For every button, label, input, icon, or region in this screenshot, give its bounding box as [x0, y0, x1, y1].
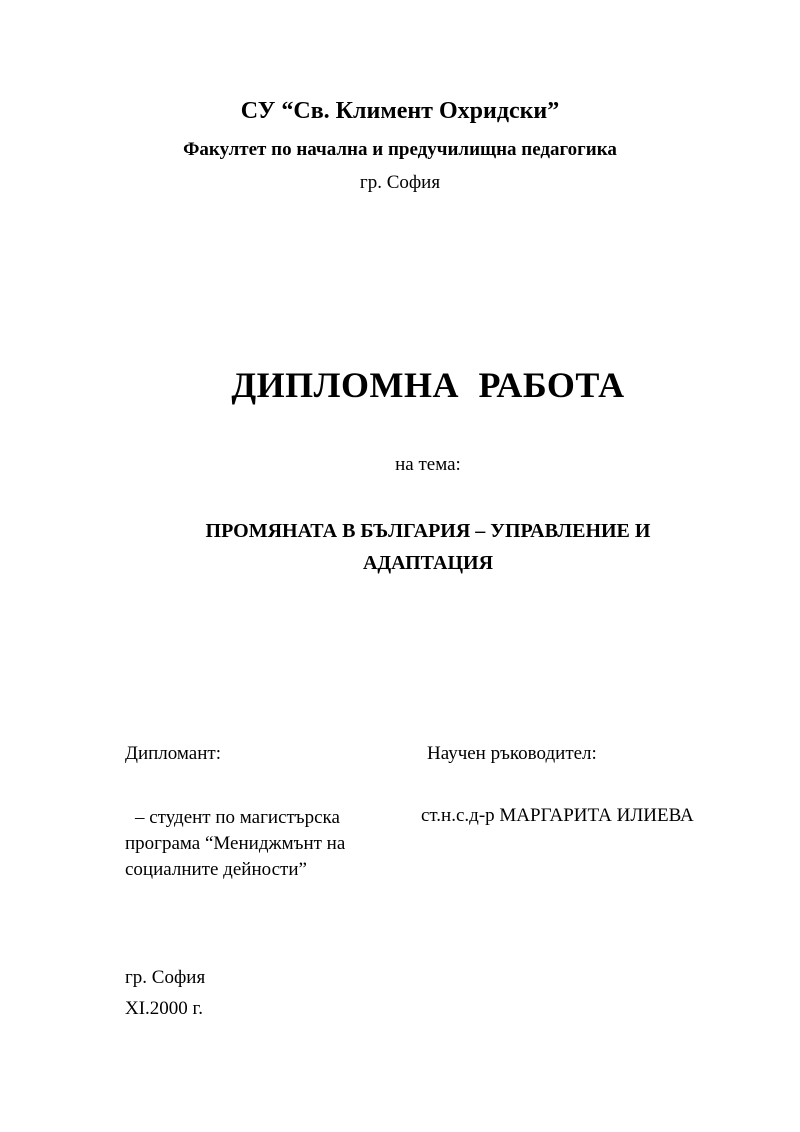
thesis-topic-line-2: АДАПТАЦИЯ [362, 552, 494, 574]
student-label: Дипломант: [125, 743, 221, 764]
student-description-line-2: програма “Мениджмънт на [125, 833, 346, 854]
thesis-topic-line-1: ПРОМЯНАТА В БЪЛГАРИЯ – УПРАВЛЕНИЕ И [205, 520, 651, 542]
student-description-line-1: – студент по магистърска [135, 807, 340, 828]
thesis-topic [0, 515, 800, 579]
header-city: гр. София [359, 172, 441, 193]
student-description-line-3: социалните дейности” [125, 859, 307, 880]
document-type-title: ДИПЛОМНА РАБОТА [231, 365, 625, 405]
advisor-name: ст.н.с.д-р МАРГАРИТА ИЛИЕВА [421, 805, 694, 826]
student-description [125, 805, 385, 883]
on-theme-label: на тема: [395, 454, 461, 475]
footer-date: XI.2000 г. [125, 998, 203, 1019]
advisor-label: Научен ръководител: [427, 743, 597, 764]
faculty-name: Факултет по начална и предучилищна педагогика [183, 139, 617, 160]
footer-city: гр. София [125, 967, 206, 988]
university-name: СУ “Св. Климент Охридски” [240, 98, 560, 124]
